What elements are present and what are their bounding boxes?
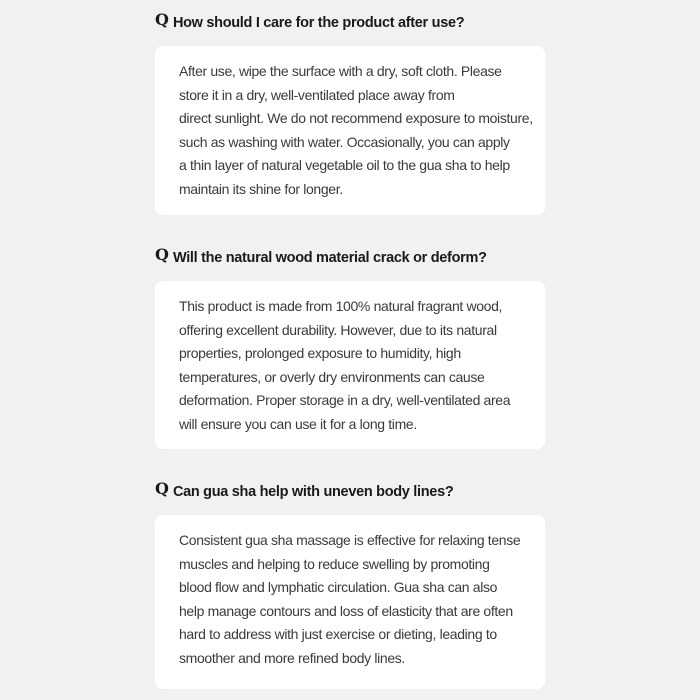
q-mark: Q [155, 10, 169, 29]
answer-line: properties, prolonged exposure to humidity, high [179, 345, 461, 362]
answer-card [155, 515, 545, 689]
answer-line: such as washing with water. Occasionally, you can apply [179, 133, 510, 150]
answer-line: temperatures, or overly dry environments can cause [179, 368, 485, 385]
question-row [155, 6, 545, 36]
answer-line: will ensure you can use it for a long time. [179, 415, 417, 432]
answer-line: Consistent gua sha massage is effective for relaxing tense [179, 532, 521, 548]
q-mark: Q [155, 245, 169, 264]
q-mark: Q [155, 479, 169, 498]
answer-card [155, 46, 545, 215]
answer-line: direct sunlight. We do not recommend exposure to moisture, [179, 110, 533, 127]
answer-line: maintain its shine for longer. [179, 180, 343, 197]
answer-line: store it in a dry, well-ventilated place away from [179, 86, 455, 103]
answer-line: blood flow and lymphatic circulation. Gua sha can also [179, 579, 498, 596]
answer-line: help manage contours and loss of elasticity that are often [179, 602, 513, 619]
question-text: Will the natural wood material crack or deform? [172, 250, 487, 266]
answer-card [155, 281, 545, 449]
answer-line: offering excellent durability. However, due to its natural [179, 321, 497, 338]
answer-line: smoother and more refined body lines. [179, 649, 405, 666]
question-text: Can gua sha help with uneven body lines? [172, 484, 454, 500]
faq-item [155, 6, 545, 197]
answer-line: a thin layer of natural vegetable oil to the gua sha to help [179, 157, 510, 174]
answer-line: hard to address with just exercise or dieting, leading to [179, 626, 497, 643]
answer-line: muscles and helping to reduce swelling by promoting [179, 555, 490, 572]
question-row [155, 241, 545, 271]
faq-item [155, 475, 545, 666]
answer-line: This product is made from 100% natural fragrant wood, [179, 298, 503, 314]
answer-line: After use, wipe the surface with a dry, soft cloth. Please [179, 63, 502, 79]
question-row [155, 475, 545, 505]
question-text: How should I care for the product after use? [172, 15, 465, 31]
answer-line: deformation. Proper storage in a dry, well-ventilated area [179, 392, 511, 409]
faq-item [155, 241, 545, 432]
